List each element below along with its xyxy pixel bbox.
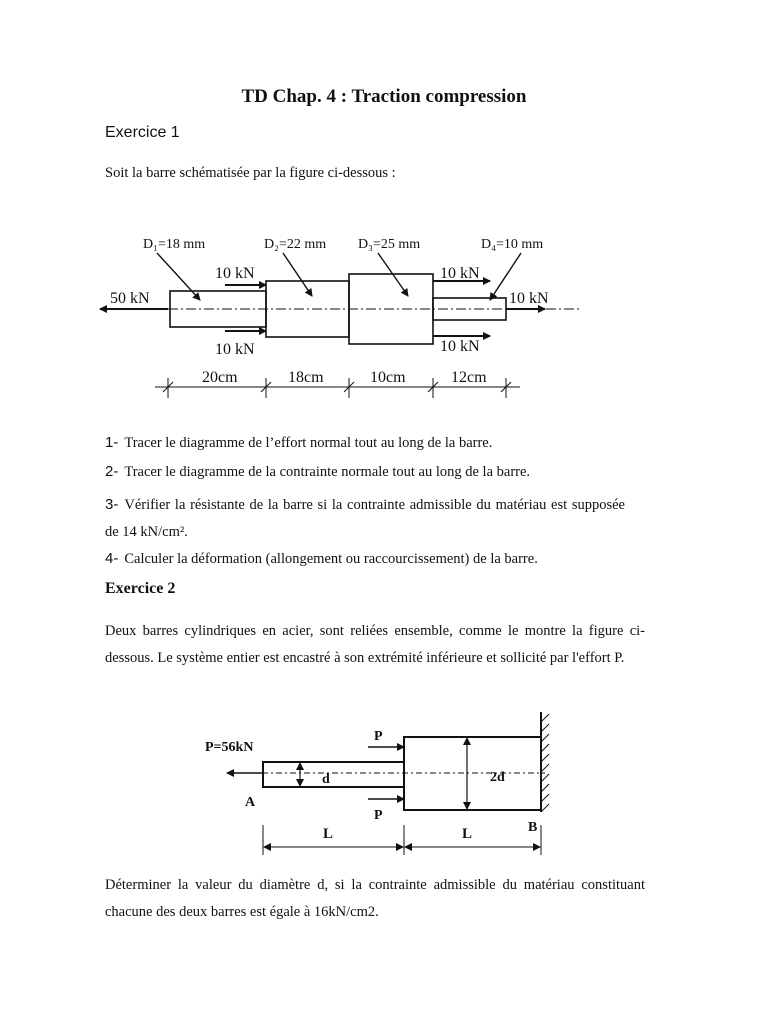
question-1-text: Tracer le diagramme de l’effort normal tout au long de la barre.: [124, 435, 493, 451]
question-2-number: 2-: [105, 463, 119, 480]
bar-figure-1: [0, 225, 768, 410]
force-top-right-label: 10 kN: [440, 265, 480, 282]
small-bar: [263, 762, 404, 787]
p-bottom-label: P: [374, 808, 383, 823]
bar-figure-2: [0, 700, 768, 865]
point-b-label: B: [528, 820, 538, 835]
question-4: [105, 549, 538, 569]
length-right-label: L: [462, 826, 473, 842]
length-left-label: L: [323, 826, 334, 842]
exercise1-intro: Soit la barre schématisée par la figure ci-dessous :: [105, 165, 396, 181]
force-bottom-right-label: 10 kN: [440, 338, 480, 355]
length-3-label: 10cm: [370, 369, 406, 386]
point-a-label: A: [245, 795, 256, 810]
exercise1-heading: Exercice 1: [105, 124, 180, 141]
question-2-text: Tracer le diagramme de la contrainte normale tout au long de la barre.: [124, 464, 531, 480]
force-bottom-left-label: 10 kN: [215, 341, 255, 358]
exercise2-question: Déterminer la valeur du diamètre d, si la contrainte admissible du matériau constituant chacune des deux barres est égale à 16kN/cm2.: [105, 877, 645, 920]
page-title: TD Chap. 4 : Traction compression: [241, 86, 527, 107]
d2-leader: [283, 253, 312, 296]
length-4-label: 12cm: [451, 369, 487, 386]
small-diameter-label: d: [322, 772, 330, 787]
question-2: [105, 462, 530, 482]
d4-label: D₄=10 mm: [481, 237, 544, 252]
exercise2-intro: Deux barres cylindriques en acier, sont reliées ensemble, comme le montre la figure ci-dessous. Le système entier est encastré à son extrémité inférieure et sollicité par l'effort P.: [105, 623, 645, 666]
force-left-label: 50 kN: [110, 290, 150, 307]
length-1-label: 20cm: [202, 369, 238, 386]
exercise2-heading: Exercice 2: [105, 580, 176, 597]
p-load-label: P=56kN: [205, 740, 254, 755]
question-1-number: 1-: [105, 434, 119, 451]
d1-leader: [157, 253, 200, 300]
force-right-label: 10 kN: [509, 290, 549, 307]
question-3-number: 3-: [105, 496, 119, 513]
p-top-label: P: [374, 729, 383, 744]
question-3-text: Vérifier la résistante de la barre si la contrainte admissible du matériau est supposée de 14 kN/cm².: [105, 497, 625, 540]
large-diameter-label: 2d: [490, 770, 505, 785]
d1-label: D₁=18 mm: [143, 237, 206, 252]
length-2-label: 18cm: [288, 369, 324, 386]
d3-label: D₃=25 mm: [358, 237, 421, 252]
force-top-left-label: 10 kN: [215, 265, 255, 282]
question-3: [105, 491, 625, 546]
wall-hatching: [541, 714, 549, 812]
question-4-number: 4-: [105, 550, 119, 567]
question-1: [105, 433, 492, 453]
d2-label: D₂=22 mm: [264, 237, 327, 252]
question-4-text: Calculer la déformation (allongement ou raccourcissement) de la barre.: [124, 551, 538, 567]
